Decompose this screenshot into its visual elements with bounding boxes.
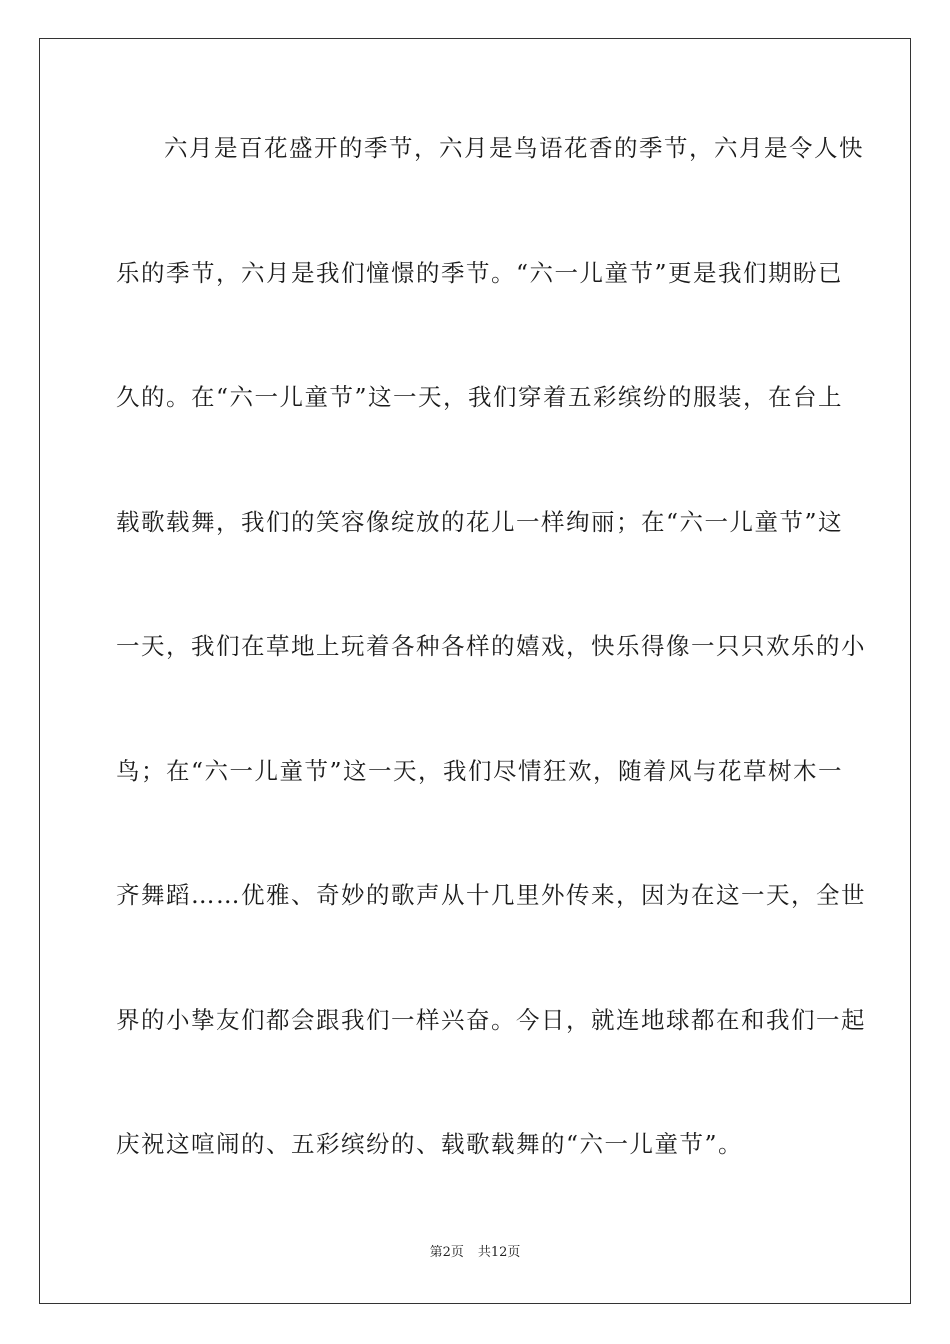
paragraph-line-6: 鸟；在“六一儿童节”这一天，我们尽情狂欢，随着风与花草树木一 <box>116 756 844 785</box>
paragraph-line-4: 载歌载舞，我们的笑容像绽放的花儿一样绚丽；在“六一儿童节”这 <box>116 507 844 536</box>
page-footer <box>0 1245 950 1261</box>
page-total: 共12页 <box>477 1245 521 1260</box>
paragraph-line-5: 一天，我们在草地上玩着各种各样的嬉戏，快乐得像一只只欢乐的小 <box>116 632 866 660</box>
paragraph-line-2: 乐的季节，六月是我们憧憬的季节。“六一儿童节”更是我们期盼已 <box>116 258 844 287</box>
paragraph-line-7: 齐舞蹈……优雅、奇妙的歌声从十几里外传来，因为在这一天，全世 <box>116 881 866 909</box>
paragraph-line-3: 久的。在“六一儿童节”这一天，我们穿着五彩缤纷的服装，在台上 <box>116 383 844 411</box>
page-number: 第2页 <box>429 1245 464 1260</box>
paragraph-line-1: 六月是百花盛开的季节，六月是鸟语花香的季节，六月是令人快 <box>164 134 864 162</box>
paragraph-line-8: 界的小挚友们都会跟我们一样兴奋。今日，就连地球都在和我们一起 <box>116 1005 866 1034</box>
body-paragraph <box>116 127 866 1248</box>
paragraph-line-9: 庆祝这喧闹的、五彩缤纷的、载歌载舞的“六一儿童节”。 <box>116 1130 744 1158</box>
